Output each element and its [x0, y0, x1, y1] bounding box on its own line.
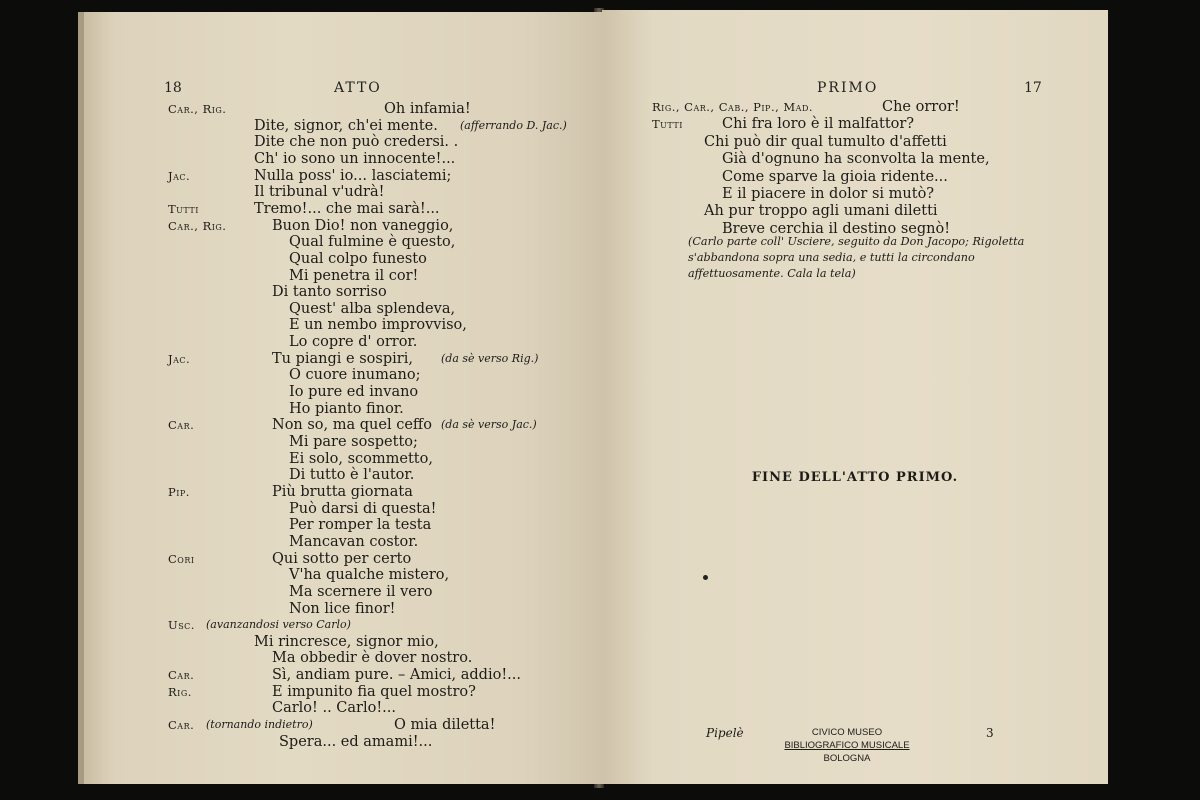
stamp-line: BIBLIOGRAFICO MUSICALE	[784, 740, 910, 751]
verse-line	[602, 168, 1108, 186]
footer-left: Pipelè	[706, 726, 744, 740]
verse-line	[84, 566, 602, 584]
speaker-label: Rig.	[168, 684, 192, 699]
verse-text: Ch' io sono un innocente!...	[254, 150, 456, 167]
left-page	[78, 12, 602, 784]
verse-text: Qual colpo funesto	[289, 250, 427, 267]
verse-text: Mi rincresce, signor mio,	[254, 633, 439, 650]
library-stamp	[772, 726, 922, 765]
verse-line	[84, 316, 602, 334]
verse-text: Dite che non può credersi. .	[254, 134, 459, 151]
verse-line	[84, 649, 602, 667]
speaker-label: Jac.	[168, 351, 191, 366]
speaker-label: Car., Rig.	[168, 218, 227, 233]
verse-text: Chi può dir qual tumulto d'affetti	[704, 133, 947, 150]
verse-text: Ei solo, scommetto,	[289, 450, 433, 467]
right-page	[602, 10, 1108, 784]
verse-line	[84, 250, 602, 268]
verse-text: Io pure ed invano	[289, 384, 419, 401]
speaker-label: Tutti	[168, 201, 199, 216]
verse-line	[84, 366, 602, 384]
verse-line	[84, 616, 602, 634]
verse-text: Già d'ognuno ha sconvolta la mente,	[722, 151, 990, 168]
verse-text: Non lice finor!	[289, 600, 396, 617]
right-page-number: 17	[1024, 80, 1042, 96]
verse-line	[84, 217, 602, 235]
verse-text: Il tribunal v'udrà!	[254, 184, 385, 201]
verse-line	[602, 150, 1108, 168]
verse-line	[84, 416, 602, 434]
speaker-label: Car.	[168, 718, 195, 733]
verse-text: Spera... ed amami!...	[279, 733, 433, 750]
verse-line	[602, 202, 1108, 220]
verse-line	[84, 333, 602, 351]
verse-text: Mi penetra il cor!	[289, 267, 419, 284]
ink-dot	[703, 575, 708, 580]
verse-line	[602, 98, 1108, 116]
verse-text: Ma scernere il vero	[289, 583, 433, 600]
verse-text: E impunito fia quel mostro?	[272, 683, 476, 700]
verse-line	[602, 185, 1108, 203]
verse-text: Qui sotto per certo	[272, 550, 412, 567]
verse-line	[84, 483, 602, 501]
verse-text: Dite, signor, ch'ei mente.	[254, 117, 438, 134]
verse-line	[84, 666, 602, 684]
stage-direction-inline: (tornando indietro)	[206, 718, 313, 732]
verse-text: Breve cerchia il destino segnò!	[722, 220, 951, 237]
verse-line	[84, 133, 602, 151]
verse-text: Sì, andiam pure. – Amici, addio!...	[272, 667, 521, 684]
verse-text: Buon Dio! non vaneggio,	[272, 217, 454, 234]
verse-line	[84, 733, 602, 751]
right-header: PRIMO	[817, 80, 879, 96]
verse-text: Tu piangi e sospiri,	[272, 350, 413, 367]
left-page-number: 18	[164, 80, 182, 96]
stage-direction-inline: (avanzandosi verso Carlo)	[206, 618, 351, 632]
speaker-label: Jac.	[168, 168, 191, 183]
verse-line	[84, 600, 602, 618]
footer-right: 3	[986, 726, 994, 740]
verse-text: Nulla poss' io... lasciatemi;	[254, 167, 452, 184]
verse-text: Carlo! .. Carlo!...	[272, 700, 396, 717]
verse-text: Mi pare sospetto;	[289, 434, 418, 450]
speaker-label: Car.	[168, 418, 195, 433]
verse-text: V'ha qualche mistero,	[289, 567, 450, 584]
verse-text: O cuore inumano;	[289, 367, 421, 384]
verse-line	[84, 433, 602, 451]
verse-line	[602, 115, 1108, 133]
verse-line	[84, 466, 602, 484]
verse-text: Come sparve la gioia ridente...	[722, 168, 948, 185]
stage-direction: (Carlo parte coll' Usciere, seguito da Don Jacopo; Rigoletta s'abbandona sopra una sedia, e tutti la circondano affettuosamente. Cala la tela)	[688, 235, 1025, 280]
verse-line	[602, 133, 1108, 151]
stamp-line: CIVICO MUSEO	[811, 727, 883, 738]
verse-text: Lo copre d' orror.	[289, 334, 418, 351]
verse-line	[84, 150, 602, 168]
verse-text: Di tanto sorriso	[272, 284, 387, 301]
verse-text: Per romper la testa	[289, 517, 432, 534]
verse-text: Tremo!... che mai sarà!...	[254, 200, 440, 217]
verse-line	[84, 233, 602, 251]
speaker-label: Tutti	[652, 117, 683, 132]
verse-text: O mia diletta!	[394, 717, 496, 734]
verse-line	[84, 633, 602, 651]
verse-text: Quest' alba splendeva,	[289, 300, 456, 317]
verse-line	[84, 500, 602, 518]
verse-line	[84, 450, 602, 468]
verse-line	[84, 117, 602, 135]
verse-line	[84, 350, 602, 368]
verse-line	[84, 400, 602, 418]
stamp-line: BOLOGNA	[823, 753, 871, 764]
verse-line	[84, 699, 602, 717]
verse-line	[84, 267, 602, 285]
speaker-label: Usc.	[168, 618, 195, 633]
speaker-label: Cori	[168, 551, 195, 566]
verse-text: Può darsi di questa!	[289, 500, 437, 517]
stage-direction-inline: (da sè verso Jac.)	[441, 418, 537, 432]
verse-text: Qual fulmine è questo,	[289, 234, 456, 251]
verse-line	[84, 100, 602, 118]
verse-line	[84, 283, 602, 301]
act-end-title: FINE DELL'ATTO PRIMO.	[751, 470, 959, 485]
verse-text: E il piacere in dolor si mutò?	[722, 186, 935, 202]
verse-line	[84, 183, 602, 201]
left-header: ATTO	[334, 80, 382, 96]
verse-text: Mancavan costor.	[289, 533, 419, 550]
verse-text: Che orror!	[882, 99, 960, 115]
verse-text: Di tutto è l'autor.	[289, 467, 415, 484]
verse-text: Più brutta giornata	[272, 483, 413, 500]
speaker-label: Car., Rig.	[168, 102, 227, 116]
verse-text: Chi fra loro è il malfattor?	[722, 116, 915, 133]
verse-text: Non so, ma quel ceffo	[272, 417, 432, 434]
verse-text: E un nembo improvviso,	[289, 317, 467, 334]
stage-direction-inline: (afferrando D. Jac.)	[460, 118, 567, 132]
verse-line	[84, 300, 602, 318]
verse-text: Oh infamia!	[384, 101, 471, 117]
verse-line	[84, 200, 602, 218]
verse-text: Ho pianto finor.	[289, 400, 404, 417]
verse-text: Ma obbedir è dover nostro.	[272, 650, 473, 667]
verse-line	[84, 583, 602, 601]
verse-line	[84, 533, 602, 551]
verse-text: Ah pur troppo agli umani diletti	[704, 203, 938, 220]
speaker-label: Pip.	[168, 484, 190, 499]
verse-line	[84, 550, 602, 568]
speaker-label: Rig., Car., Cab., Pip., Mad.	[652, 100, 814, 114]
stage-direction-inline: (da sè verso Rig.)	[441, 351, 539, 365]
verse-line	[84, 683, 602, 701]
verse-line	[84, 383, 602, 401]
speaker-label: Car.	[168, 668, 195, 683]
verse-line	[84, 716, 602, 734]
verse-line	[84, 516, 602, 534]
verse-line	[84, 167, 602, 185]
